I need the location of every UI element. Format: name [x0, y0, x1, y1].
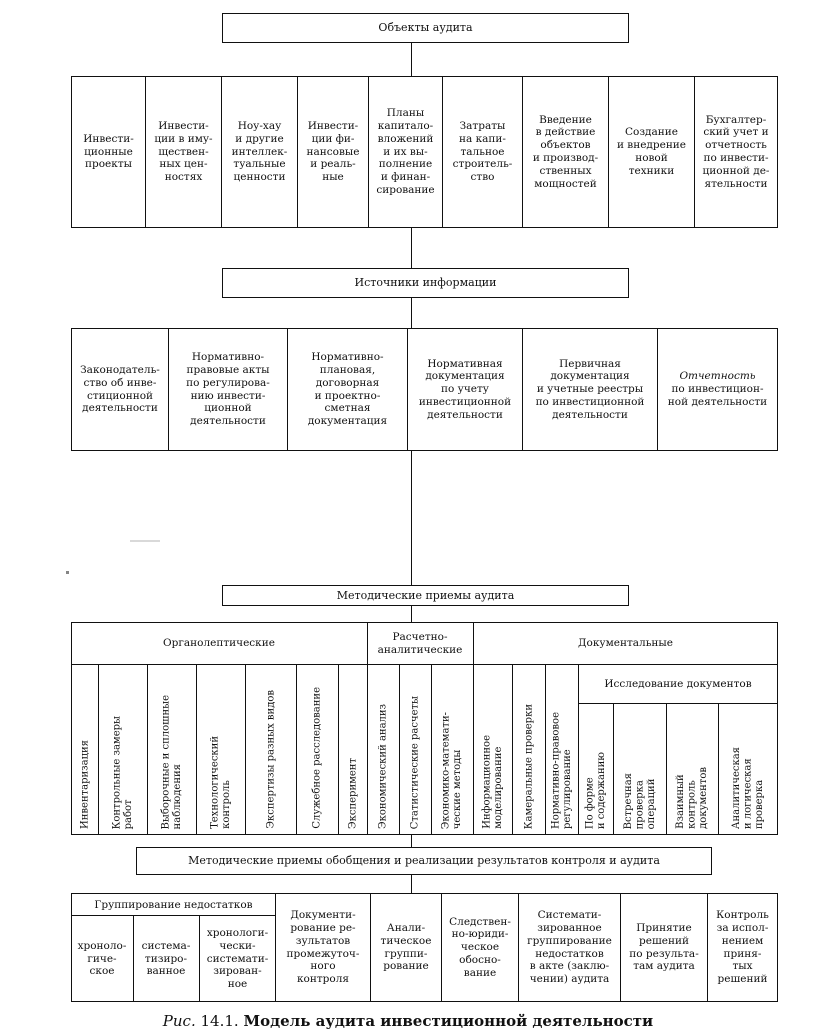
- generalization-item-box: Следствен- но-юриди- ческое обосно- вание: [441, 893, 519, 1002]
- method-cell: [545, 665, 578, 835]
- generalization-title-box: Методические приемы обобщения и реализации результатов контроля и аудита: [136, 847, 712, 875]
- method-cell: [245, 665, 296, 835]
- method-cell: [147, 665, 196, 835]
- connector-line: [411, 834, 412, 848]
- group-header-organoleptic: Органолептические: [163, 637, 275, 650]
- figure-title: Модель аудита инвестиционной деятельности: [243, 1012, 654, 1030]
- generalization-item-box: Документи- рование ре- зультатов промежуточ- ного контроля: [275, 893, 371, 1002]
- method-label: Служебное расследование: [311, 687, 323, 829]
- source-item-box: Нормативно- правовые акты по регулирова- нию инвести- ционной деятельности: [168, 328, 288, 451]
- connector-line: [411, 297, 412, 329]
- source-item-box: [657, 328, 778, 451]
- object-item-box: Бухгалтер- ский учет и отчетность по инвести- ционной де- ятельности: [694, 76, 778, 228]
- source-item-box: Нормативно- плановая, договорная и проектно- сметная документация: [287, 328, 408, 451]
- method-cell: [338, 665, 367, 835]
- figure-caption: [0, 1012, 816, 1030]
- method-label: Камеральные проверки: [522, 703, 534, 829]
- object-item-box: Инвести- ционные проекты: [71, 76, 146, 228]
- method-label: По форме и содержанию: [584, 751, 607, 829]
- method-label: Инвентаризация: [78, 740, 90, 829]
- method-label: Экспертизы разных видов: [264, 690, 276, 829]
- method-label: Экономический анализ: [377, 704, 389, 829]
- method-cell: [399, 665, 431, 835]
- object-item-box: Ноу-хау и другие интеллек- туальные ценности: [221, 76, 298, 228]
- generalization-item-box: Принятие решений по результа- там аудита: [620, 893, 708, 1002]
- method-cell: [473, 665, 512, 835]
- method-cell: [666, 704, 718, 835]
- method-label: Эксперимент: [346, 757, 358, 829]
- object-item-box: Инвести- ции фи- нансовые и реаль- ные: [297, 76, 369, 228]
- method-cell: [431, 665, 473, 835]
- generalization-item-box: Системати- зированное группирование недостатков в акте (заклю- чении) аудита: [518, 893, 621, 1002]
- generalization-item-box: Анали- тическое группи- рование: [370, 893, 442, 1002]
- method-cell: [718, 704, 778, 835]
- method-cell: [367, 665, 399, 835]
- method-cell: [512, 665, 545, 835]
- connector-line: [411, 874, 412, 894]
- source-item-rest: по инвестицион- ной деятельности: [667, 383, 768, 408]
- grouping-item: система- тизиро- ванное: [141, 939, 191, 978]
- connector-line: [411, 450, 412, 586]
- method-cell: [613, 704, 666, 835]
- connector-line: [411, 227, 412, 269]
- source-item-box: Законодатель- ство об инве- стиционной деятельности: [71, 328, 169, 451]
- source-item-italic: Отчетность: [679, 370, 756, 383]
- method-label: Выборочные и сплошные наблюдения: [160, 694, 183, 829]
- figure-label: Рис.: [162, 1012, 196, 1030]
- method-label: Контрольные замеры работ: [111, 715, 134, 829]
- grouping-item: хроноло- гиче- ское: [77, 939, 127, 978]
- method-label: Технологический контроль: [209, 736, 232, 829]
- object-item-box: Затраты на капи- тальное строитель- ство: [442, 76, 523, 228]
- group-header-analytical: Расчетно- аналитические: [377, 630, 463, 656]
- objects-title-box: Объекты аудита: [222, 13, 629, 43]
- method-label: Статистические расчеты: [409, 695, 421, 829]
- scan-artifact: [130, 540, 160, 542]
- method-cell: [71, 665, 98, 835]
- method-cell: [578, 704, 613, 835]
- connector-line: [411, 605, 412, 623]
- method-cell: [98, 665, 147, 835]
- method-cell: [296, 665, 338, 835]
- source-item-text: [668, 370, 767, 408]
- object-item-box: Инвести- ции в иму- ществен- ных цен- ностях: [145, 76, 222, 228]
- scan-artifact: [66, 571, 69, 574]
- object-item-box: Создание и внедрение новой техники: [608, 76, 695, 228]
- grouping-title: Группирование недостатков: [94, 898, 253, 911]
- method-label: Экономико-математи- ческие методы: [440, 711, 463, 829]
- method-label: Встречная проверка операций: [622, 772, 657, 829]
- methods-title-box: Методические приемы аудита: [222, 585, 629, 606]
- object-item-box: Введение в действие объектов и производ- ственных мощностей: [522, 76, 609, 228]
- source-item-box: Нормативная документация по учету инвестиционной деятельности: [407, 328, 523, 451]
- connector-line: [411, 42, 412, 76]
- object-item-box: Планы капитало- вложений и их вы- полнение и финан- сирование: [368, 76, 443, 228]
- figure-number: 14.1.: [200, 1012, 239, 1030]
- grouping-item: хронологи- чески- системати- зирован- ное: [206, 927, 269, 991]
- source-item-box: Первичная документация и учетные реестры по инвестиционной деятельности: [522, 328, 658, 451]
- method-label: Нормативно-правовое регулирование: [550, 711, 573, 829]
- group-header-doc-research: Исследование документов: [604, 677, 752, 690]
- method-label: Информационное моделирование: [481, 735, 504, 829]
- method-label: Аналитическая и логическая проверка: [730, 746, 765, 829]
- method-cell: [196, 665, 245, 835]
- group-header-documentary: Документальные: [577, 637, 673, 650]
- sources-title-box: Источники информации: [222, 268, 629, 298]
- generalization-item-box: Контроль за испол- нением приня- тых решений: [707, 893, 778, 1002]
- method-label: Взаимный контроль документов: [674, 767, 709, 829]
